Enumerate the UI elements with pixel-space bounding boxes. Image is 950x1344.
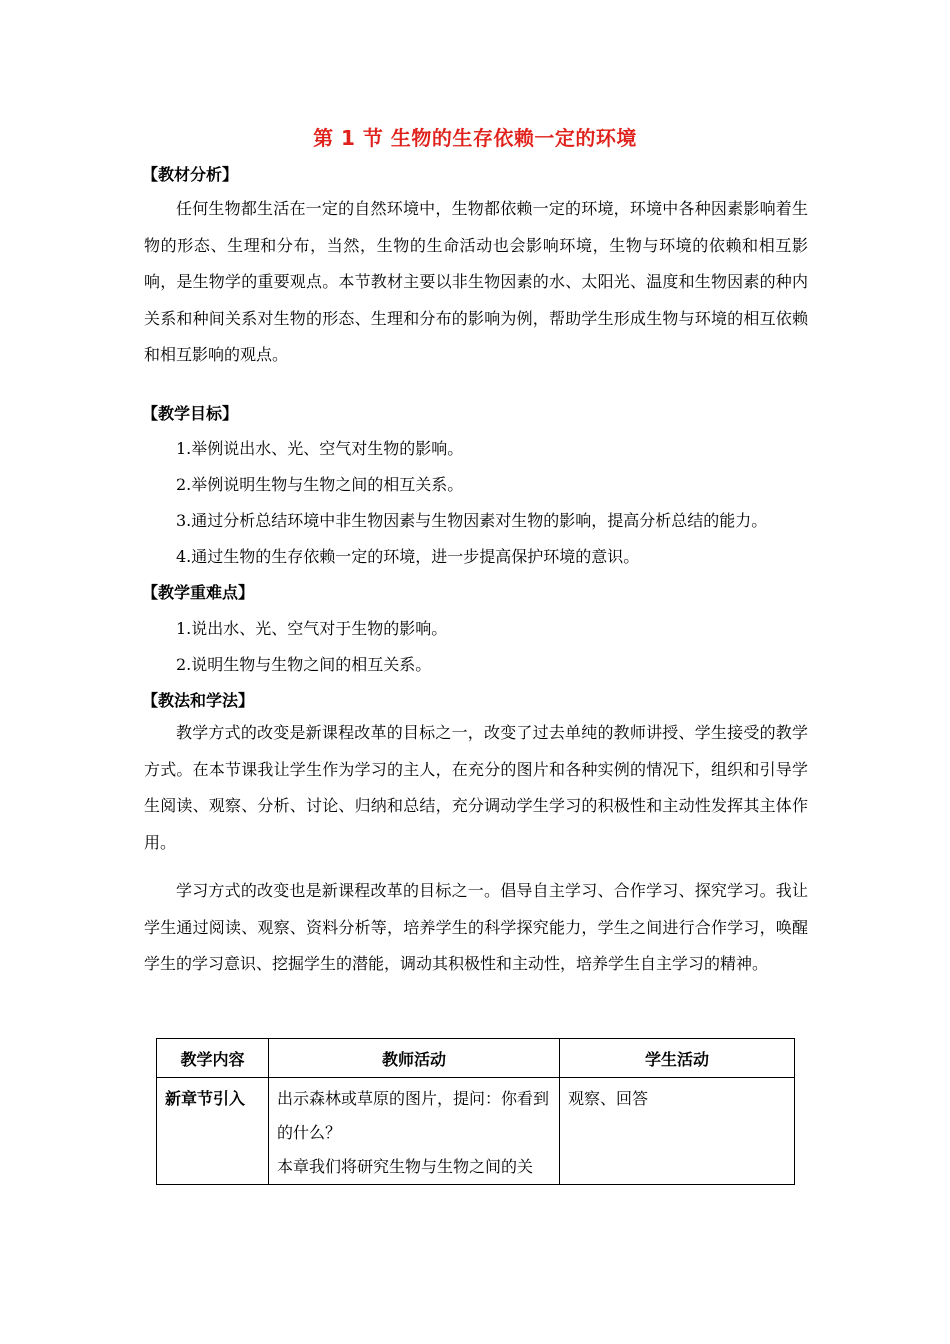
cell-text: 出示森林或草原的图片，提问：你看到的什么？ bbox=[277, 1089, 550, 1142]
table-header-cell: 教师活动 bbox=[269, 1039, 560, 1078]
table-cell-student bbox=[560, 1078, 795, 1185]
section-heading-goals: 【教学目标】 bbox=[142, 404, 239, 423]
section-heading-analysis: 【教材分析】 bbox=[142, 165, 239, 184]
lesson-plan-table bbox=[156, 1038, 795, 1185]
goal-item: 4.通过生物的生存依赖一定的环境，进一步提高保护环境的意识。 bbox=[176, 547, 640, 566]
cell-text: 本章我们将研究生物与生物之间的关 bbox=[277, 1157, 534, 1176]
goal-item: 1.举例说出水、光、空气对生物的影响。 bbox=[176, 439, 464, 458]
table-row bbox=[157, 1078, 795, 1185]
cell-text: 观察、回答 bbox=[568, 1089, 649, 1108]
page-title: 第 1 节 生物的生存依赖一定的环境 bbox=[313, 126, 637, 150]
key-point-item: 2.说明生物与生物之间的相互关系。 bbox=[176, 655, 432, 674]
goal-item: 2.举例说明生物与生物之间的相互关系。 bbox=[176, 475, 464, 494]
section-heading-methods: 【教法和学法】 bbox=[142, 691, 255, 710]
methods-paragraph: 教学方式的改变是新课程改革的目标之一，改变了过去单纯的教师讲授、学生接受的教学方式。在本节课我让学生作为学习的主人，在充分的图片和各种实例的情况下，组织和引导学生阅读、观察、分析、讨论、归纳和总结，充分调动学生学习的积极性和主动性发挥其主体作用。 bbox=[144, 723, 808, 852]
cell-text: 新章节引入 bbox=[165, 1089, 246, 1108]
methods-paragraph: 学习方式的改变也是新课程改革的目标之一。倡导自主学习、合作学习、探究学习。我让学生通过阅读、观察、资料分析等，培养学生的科学探究能力，学生之间进行合作学习，唤醒学生的学习意识、挖掘学生的潜能，调动其积极性和主动性，培养学生自主学习的精神。 bbox=[144, 881, 808, 973]
goal-item: 3.通过分析总结环境中非生物因素与生物因素对生物的影响，提高分析总结的能力。 bbox=[176, 511, 768, 530]
table-header-row bbox=[157, 1039, 795, 1078]
analysis-paragraph: 任何生物都生活在一定的自然环境中，生物都依赖一定的环境，环境中各种因素影响着生物的形态、生理和分布，当然，生物的生命活动也会影响环境，生物与环境的依赖和相互影响，是生物学的重要观点。本节教材主要以非生物因素的水、太阳光、温度和生物因素的种内关系和种间关系对生物的形态、生理和分布的影响为例，帮助学生形成生物与环境的相互依赖和相互影响的观点。 bbox=[144, 199, 808, 364]
table-cell-teacher bbox=[269, 1078, 560, 1185]
table-cell-content bbox=[157, 1078, 269, 1185]
key-point-item: 1.说出水、光、空气对于生物的影响。 bbox=[176, 619, 448, 638]
section-heading-key-points: 【教学重难点】 bbox=[142, 583, 255, 602]
table-header-cell: 学生活动 bbox=[560, 1039, 795, 1078]
table-header-cell: 教学内容 bbox=[157, 1039, 269, 1078]
